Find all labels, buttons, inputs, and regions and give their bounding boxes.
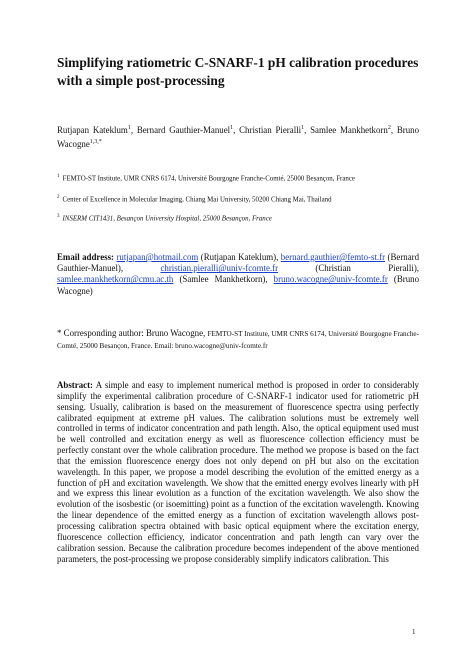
- author-affiliation-mark: 2: [387, 125, 391, 132]
- author-affiliation-mark: 1,3,*: [89, 138, 102, 145]
- author-separator: ,: [233, 125, 240, 135]
- abstract: [57, 380, 419, 564]
- affiliation-number: 3: [57, 214, 60, 219]
- affiliation: [57, 193, 419, 204]
- email-separator: ,: [276, 252, 281, 262]
- author-affiliation-mark: 1: [301, 125, 305, 132]
- corresponding-details: FEMTO-ST Institute, UMR CNRS 6174, Université Bourgogne Franche-Comté, 25000 Besançon, France. Email: bruno.wacogne@univ-fcomte.fr: [57, 330, 419, 350]
- email-owner: (Rutjapan Kateklum): [200, 252, 277, 262]
- affiliation: [57, 212, 419, 223]
- affiliation-text: FEMTO-ST Institute, UMR CNRS 6174, Université Bourgogne Franche-Comté, 25000 Besançon, France: [62, 175, 355, 183]
- email-link[interactable]: bernard.gauthier@femto-st.fr: [280, 252, 386, 262]
- email-link[interactable]: rutjapan@hotmail.com: [116, 252, 199, 262]
- affiliation-number: 2: [57, 195, 60, 200]
- author-separator: ,: [130, 125, 137, 135]
- author-name: Christian Pieralli: [239, 125, 302, 135]
- author-name: Bernard Gauthier-Manuel: [136, 125, 231, 135]
- email-section: [57, 252, 419, 297]
- email-link[interactable]: bruno.wacogne@univ-fcomte.fr: [273, 274, 388, 285]
- email-owner: (Bruno Wacogne): [57, 274, 420, 296]
- email-owner: (Bernard Gauthier-Manuel): [57, 252, 420, 274]
- affiliation: [57, 172, 419, 183]
- email-separator: ,: [120, 263, 161, 274]
- affiliation-text: Center of Excellence in Molecular Imaging, Chiang Mai University, 50200 Chiang Mai, Thailand: [62, 196, 332, 204]
- author-name: Bruno Wacogne: [57, 125, 419, 149]
- author-affiliation-mark: 1: [230, 125, 234, 132]
- author-separator: ,: [304, 125, 311, 135]
- abstract-label: Abstract:: [57, 380, 93, 390]
- page-number: 1: [412, 628, 416, 636]
- author-affiliation-mark: 1: [127, 125, 131, 132]
- affiliation-text: INSERM CIT1431, Besançon University Hospital, 25000 Besançon, France: [62, 215, 272, 223]
- corresponding-prefix: * Corresponding author: Bruno Wacogne,: [57, 328, 206, 338]
- author-separator: ,: [390, 125, 397, 135]
- author-list: [57, 124, 419, 151]
- email-owner: (Christian Pieralli): [315, 263, 417, 274]
- email-link[interactable]: christian.pieralli@univ-fcomte.fr: [160, 263, 279, 274]
- abstract-text: A simple and easy to implement numerical method is proposed in order to considerably simplify the experimental calibration procedure of C-SNARF-1 indicator used for ratiometric pH sensing. Usually, calibration is based on the measurement of fluorescence spectra using perfectly calibrated equipment at extreme pH values. The calibration solutions must be extremely well controlled in terms of indicator concentration and path length. Also, the optical equipment used must be well controlled and excitation energy as well as fluorescence collection efficiency must be perfectly constant over the whole calibration procedure. The method we propose is based on the fact that the emission fluorescence energy does not only depend on pH but also on the excitation wavelength. In this paper, we propose a model describing the evolution of the emitted energy as a function of pH and excitation wavelength. We show that the emitted energy evolves linearly with pH and we express this linear evolution as a function of the excitation wavelength. We also show the evolution of the isosbestic (or isoemitting) point as a function of the excitation wavelength. Knowing the linear dependence of the emitted energy as a function of excitation wavelength allows post-processing calibration spectra obtained with basic optical equipment where the excitation energy, fluorescence collection efficiency, indicator concentration and path length can vary over the calibration session. Because the calibration procedure becomes independent of the above mentioned parameters, the post-processing we propose considerably simplify indicators calibration. This: [57, 380, 419, 564]
- email-separator: ,: [416, 263, 420, 274]
- corresponding-author: [57, 328, 419, 352]
- author-name: Samlee Mankhetkorn: [310, 125, 388, 135]
- author-name: Rutjapan Kateklum: [57, 125, 128, 135]
- email-link[interactable]: samlee.mankhetkorn@cmu.ac.th: [57, 274, 174, 285]
- paper-title: Simplifying ratiometric C-SNARF-1 pH calibration procedures with a simple post-processing: [57, 55, 419, 88]
- affiliation-number: 1: [57, 174, 60, 179]
- email-separator: ,: [265, 274, 274, 285]
- email-owner: (Samlee Mankhetkorn): [179, 274, 266, 285]
- email-label: Email address:: [57, 252, 114, 262]
